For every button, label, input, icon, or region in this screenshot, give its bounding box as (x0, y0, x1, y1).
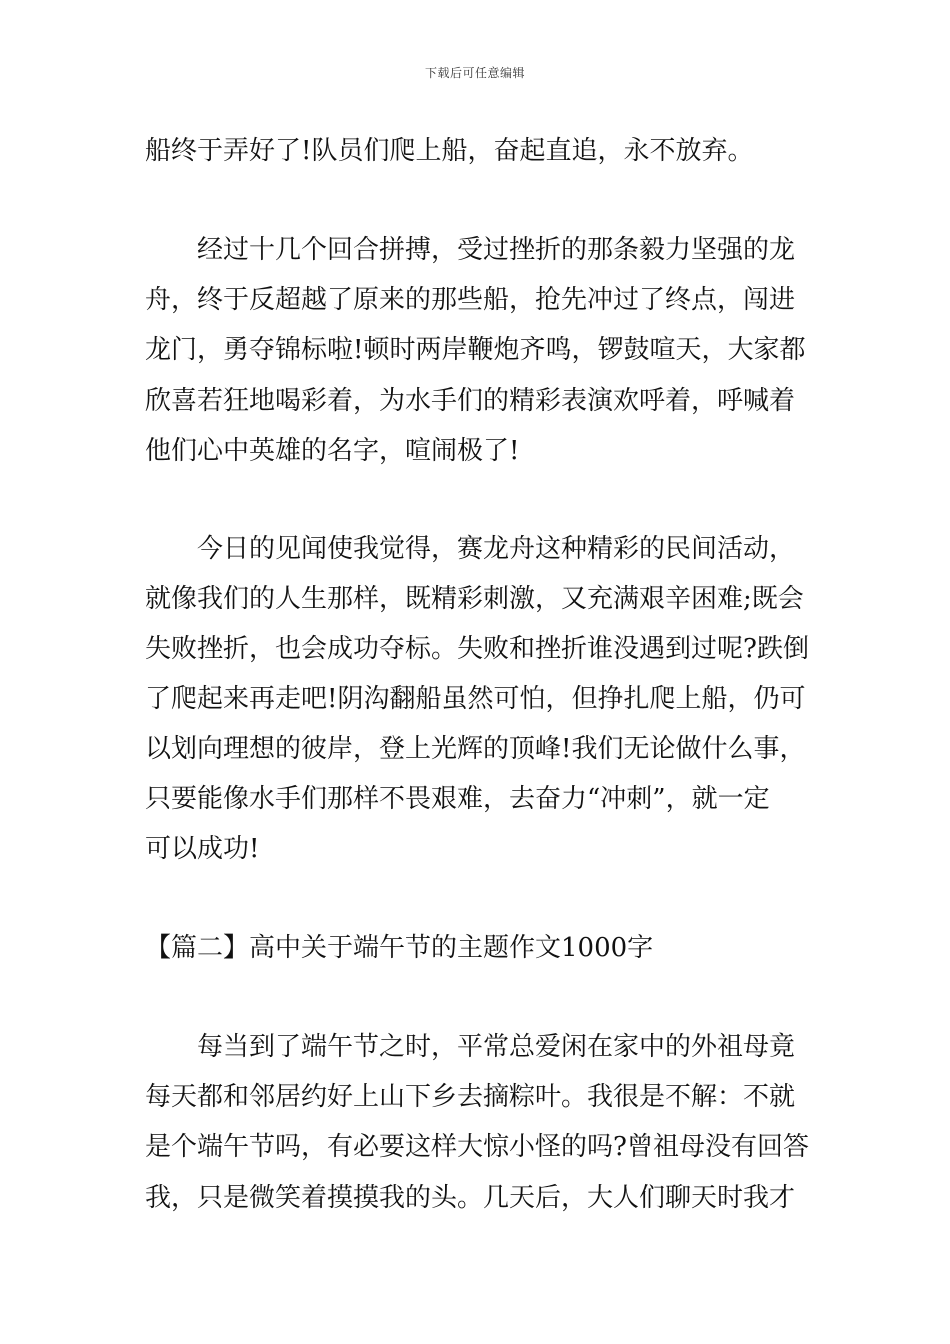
page-header: 下载后可任意编辑 (424, 66, 525, 80)
paragraph-line: 舟，终于反超越了原来的那些船，抢先冲过了终点，闯进 (145, 285, 796, 315)
paragraph-line: 我，只是微笑着摸摸我的头。几天后，大人们聊天时我才 (145, 1183, 796, 1213)
paragraph-line: 每当到了端午节之时，平常总爱闲在家中的外祖母竟 (145, 1032, 796, 1062)
section-heading: 【篇二】高中关于端午节的主题作文1000字 (145, 933, 654, 963)
paragraph-line: 是个端午节吗，有必要这样大惊小怪的吗?曾祖母没有回答 (145, 1132, 809, 1162)
paragraph-line: 他们心中英雄的名字，喧闹极了! (145, 436, 520, 466)
paragraph-line: 龙门，勇夺锦标啦!顿时两岸鞭炮齐鸣，锣鼓喧天，大家都 (145, 335, 806, 365)
paragraph-line: 就像我们的人生那样，既精彩刺激，又充满艰辛困难;既会 (145, 584, 804, 614)
paragraph-line: 只要能像水手们那样不畏艰难，去奋力“冲刺”，就一定 (145, 784, 770, 814)
paragraph-line: 以划向理想的彼岸，登上光辉的顶峰!我们无论做什么事， (145, 734, 806, 764)
paragraph-line: 了爬起来再走吧!阴沟翻船虽然可怕，但挣扎爬上船，仍可 (145, 684, 806, 714)
paragraph-line: 失败挫折，也会成功夺标。失败和挫折谁没遇到过呢?跌倒 (145, 634, 809, 664)
paragraph-line: 每天都和邻居约好上山下乡去摘粽叶。我很是不解：不就 (145, 1082, 796, 1112)
paragraph-line: 欣喜若狂地喝彩着，为水手们的精彩表演欢呼着，呼喊着 (145, 386, 796, 416)
paragraph-line: 可以成功! (145, 834, 260, 864)
paragraph-line: 船终于弄好了!队员们爬上船，奋起直追，永不放弃。 (145, 136, 754, 166)
paragraph-line: 经过十几个回合拼搏，受过挫折的那条毅力坚强的龙 (145, 235, 796, 265)
paragraph-line: 今日的见闻使我觉得，赛龙舟这种精彩的民间活动， (145, 534, 796, 564)
